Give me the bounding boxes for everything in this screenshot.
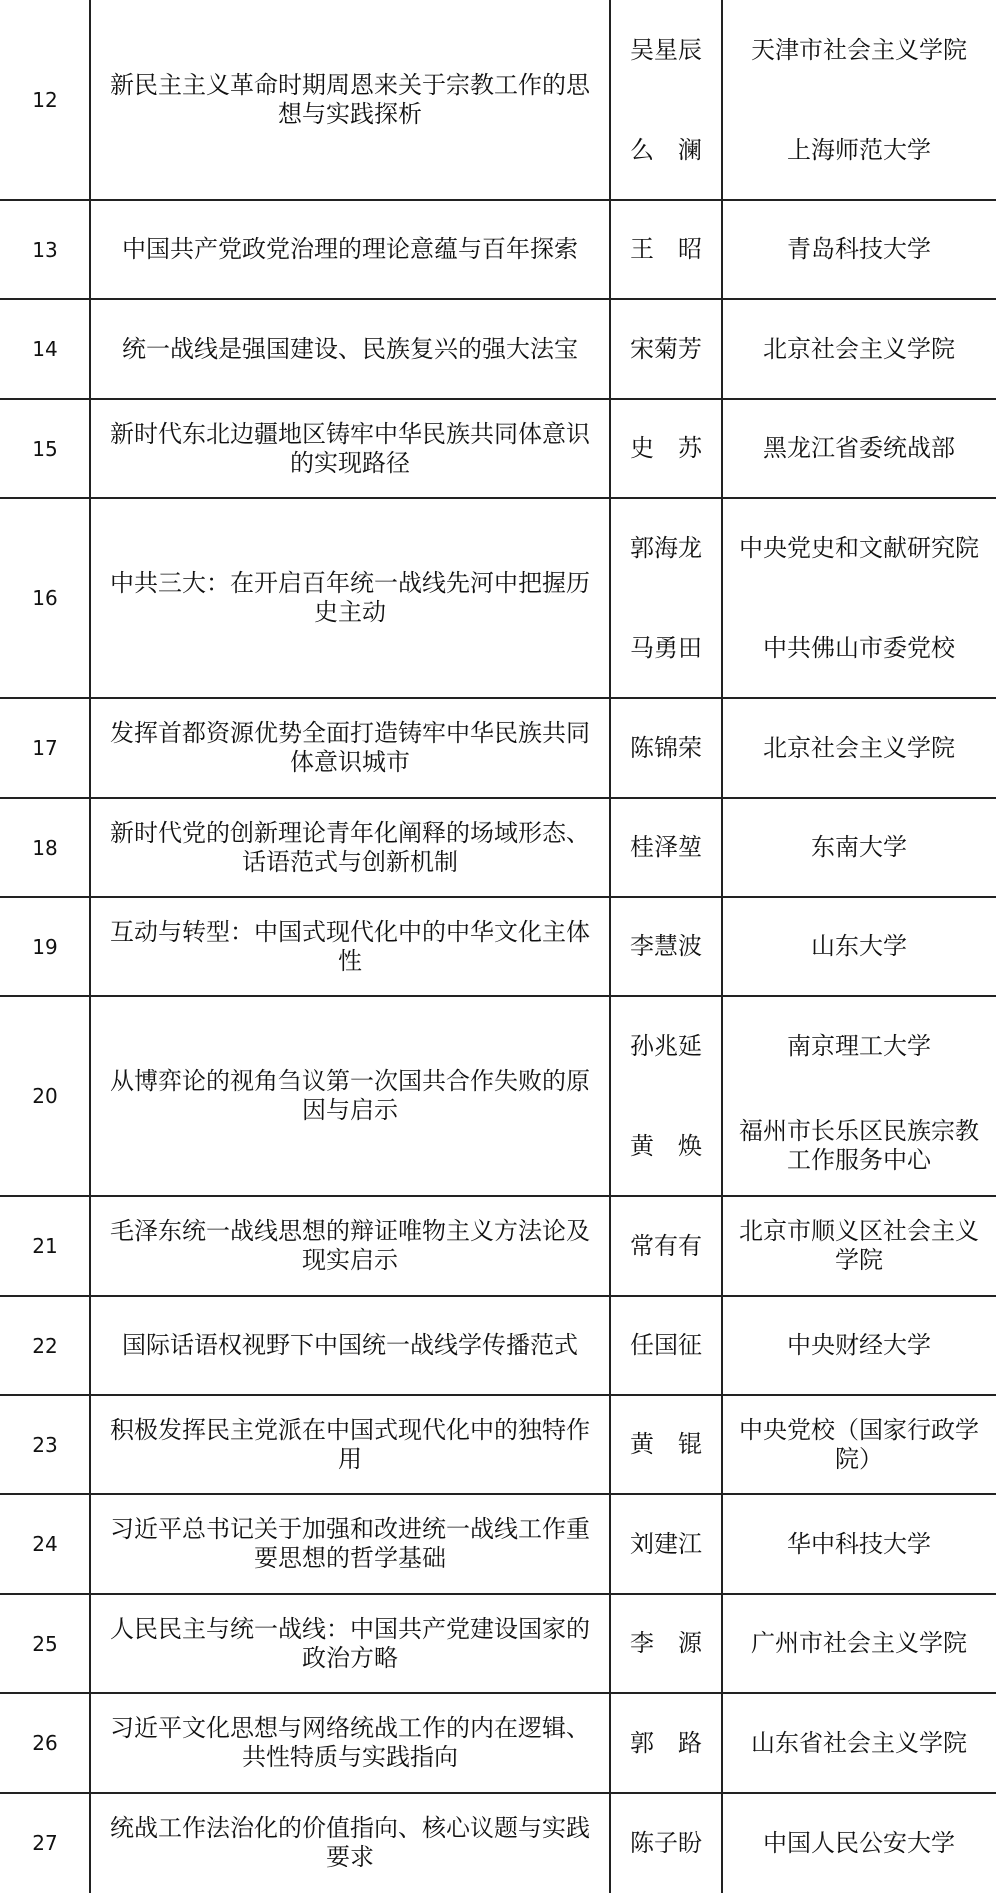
- row-number: 19: [32, 934, 58, 959]
- author-name: 史 苏: [630, 434, 702, 462]
- author-slot: [610, 897, 722, 996]
- organization-slot: [722, 1096, 996, 1196]
- row-number-cell: [0, 1693, 90, 1793]
- paper-title: 新时代党的创新理论青年化阐释的场域形态、话语范式与创新机制: [110, 818, 590, 876]
- organization-cell: [722, 1793, 996, 1893]
- author-cell: [610, 1395, 722, 1494]
- author-slot: [610, 498, 722, 598]
- author-cell: [610, 200, 722, 299]
- paper-title-cell: [90, 1196, 610, 1296]
- paper-title: 发挥首都资源优势全面打造铸牢中华民族共同体意识城市: [110, 719, 590, 776]
- row-number-cell: [0, 1793, 90, 1893]
- paper-title: 互动与转型：中国式现代化中的中华文化主体性: [110, 917, 590, 975]
- author-name: 宋菊芳: [630, 334, 702, 363]
- paper-title: 毛泽东统一战线思想的辩证唯物主义方法论及现实启示: [110, 1217, 590, 1274]
- organization-name: 中共佛山市委党校: [763, 633, 955, 662]
- organization-name: 广州市社会主义学院: [751, 1629, 967, 1657]
- organization-slot: [722, 1296, 996, 1395]
- paper-title-cell: [90, 498, 610, 698]
- author-cell: [610, 1494, 722, 1594]
- organization-name: 中央财经大学: [787, 1331, 931, 1359]
- organization-cell: [722, 698, 996, 798]
- paper-title-cell: [90, 698, 610, 798]
- author-name: 任国征: [630, 1331, 702, 1359]
- organization-cell: [722, 996, 996, 1196]
- paper-title-cell: [90, 1693, 610, 1793]
- row-number-cell: [0, 798, 90, 897]
- paper-title: 从博弈论的视角刍议第一次国共合作失败的原因与启示: [110, 1067, 590, 1124]
- row-number: 17: [32, 736, 58, 760]
- row-number: 26: [32, 1731, 58, 1755]
- organization-slot: [722, 0, 996, 100]
- row-number: 27: [32, 1831, 58, 1855]
- organization-slot: [722, 598, 996, 698]
- author-cell: [610, 1594, 722, 1693]
- paper-title-cell: [90, 200, 610, 299]
- organization-slot: [722, 100, 996, 200]
- organization-cell: [722, 1296, 996, 1395]
- paper-title: 习近平文化思想与网络统战工作的内在逻辑、共性特质与实践指向: [110, 1714, 590, 1771]
- organization-cell: [722, 200, 996, 299]
- row-number: 16: [32, 586, 58, 610]
- organization-cell: [722, 1594, 996, 1693]
- author-cell: [610, 996, 722, 1196]
- paper-title-cell: [90, 897, 610, 996]
- author-slot: [610, 299, 722, 399]
- author-slot: [610, 0, 722, 100]
- organization-name: 青岛科技大学: [787, 235, 931, 263]
- author-slot: [610, 1594, 722, 1693]
- author-slot: [610, 200, 722, 299]
- author-slot: [610, 1096, 722, 1196]
- organization-cell: [722, 299, 996, 399]
- author-cell: [610, 1793, 722, 1893]
- organization-cell: [722, 399, 996, 498]
- row-number-cell: [0, 996, 90, 1196]
- author-cell: [610, 299, 722, 399]
- author-name: 么 澜: [630, 135, 702, 164]
- paper-title: 国际话语权视野下中国统一战线学传播范式: [122, 1331, 578, 1359]
- author-slot: [610, 798, 722, 897]
- paper-title-cell: [90, 0, 610, 200]
- organization-slot: [722, 399, 996, 498]
- author-name: 桂泽堃: [630, 833, 702, 861]
- organization-name: 上海师范大学: [787, 135, 931, 164]
- author-name: 郭 路: [630, 1728, 702, 1757]
- paper-title: 人民民主与统一战线：中国共产党建设国家的政治方略: [110, 1614, 590, 1672]
- author-cell: [610, 399, 722, 498]
- organization-name: 北京社会主义学院: [763, 334, 955, 363]
- organization-name: 黑龙江省委统战部: [763, 434, 955, 462]
- paper-title-cell: [90, 399, 610, 498]
- author-name: 陈子盼: [630, 1828, 702, 1857]
- author-name: 马勇田: [630, 633, 702, 662]
- row-number: 21: [32, 1234, 58, 1258]
- organization-name: 北京市顺义区社会主义学院: [739, 1217, 979, 1274]
- author-name: 李慧波: [630, 932, 702, 960]
- row-number-cell: [0, 1296, 90, 1395]
- row-number-cell: [0, 1494, 90, 1594]
- row-number-cell: [0, 1395, 90, 1494]
- organization-name: 南京理工大学: [787, 1031, 931, 1060]
- organization-slot: [722, 498, 996, 598]
- author-name: 黄 焕: [630, 1131, 702, 1160]
- organization-slot: [722, 299, 996, 399]
- row-number-cell: [0, 698, 90, 798]
- row-number: 18: [32, 835, 58, 860]
- author-cell: [610, 897, 722, 996]
- paper-title-cell: [90, 1395, 610, 1494]
- organization-cell: [722, 1494, 996, 1594]
- paper-title-cell: [90, 299, 610, 399]
- organization-name: 中央党史和文献研究院: [739, 533, 979, 562]
- organization-slot: [722, 1196, 996, 1296]
- author-name: 常有有: [630, 1231, 702, 1260]
- row-number: 25: [32, 1631, 58, 1656]
- author-slot: [610, 1494, 722, 1594]
- organization-slot: [722, 1693, 996, 1793]
- row-number-cell: [0, 200, 90, 299]
- paper-title: 习近平总书记关于加强和改进统一战线工作重要思想的哲学基础: [110, 1515, 590, 1572]
- author-slot: [610, 1793, 722, 1893]
- row-number-cell: [0, 0, 90, 200]
- organization-slot: [722, 1793, 996, 1893]
- organization-cell: [722, 0, 996, 200]
- paper-title-cell: [90, 1594, 610, 1693]
- author-slot: [610, 598, 722, 698]
- row-number: 23: [32, 1432, 58, 1457]
- author-slot: [610, 1395, 722, 1494]
- paper-title: 统战工作法治化的价值指向、核心议题与实践要求: [110, 1814, 590, 1871]
- author-slot: [610, 698, 722, 798]
- organization-cell: [722, 1196, 996, 1296]
- author-name: 王 昭: [630, 235, 702, 263]
- organization-slot: [722, 698, 996, 798]
- row-number: 22: [32, 1333, 58, 1358]
- paper-title: 中国共产党政党治理的理论意蕴与百年探索: [122, 235, 578, 263]
- organization-slot: [722, 897, 996, 996]
- row-number-cell: [0, 897, 90, 996]
- row-number: 20: [32, 1084, 58, 1108]
- author-name: 陈锦荣: [630, 733, 702, 762]
- organization-name: 东南大学: [811, 833, 907, 861]
- organization-name: 福州市长乐区民族宗教工作服务中心: [739, 1117, 979, 1174]
- author-slot: [610, 1196, 722, 1296]
- author-cell: [610, 698, 722, 798]
- organization-name: 中国人民公安大学: [763, 1828, 955, 1857]
- organization-name: 山东省社会主义学院: [751, 1728, 967, 1757]
- row-number-cell: [0, 498, 90, 698]
- author-slot: [610, 100, 722, 200]
- row-number-cell: [0, 1196, 90, 1296]
- paper-title: 新民主主义革命时期周恩来关于宗教工作的思想与实践探析: [110, 71, 590, 128]
- organization-name: 中央党校（国家行政学院）: [739, 1415, 979, 1473]
- author-cell: [610, 1296, 722, 1395]
- paper-title: 中共三大：在开启百年统一战线先河中把握历史主动: [110, 569, 590, 626]
- author-name: 吴星辰: [630, 35, 702, 64]
- author-name: 李 源: [630, 1629, 702, 1657]
- organization-slot: [722, 200, 996, 299]
- paper-title-cell: [90, 1296, 610, 1395]
- author-slot: [610, 399, 722, 498]
- row-number-cell: [0, 1594, 90, 1693]
- row-number: 13: [32, 237, 58, 262]
- author-slot: [610, 1693, 722, 1793]
- organization-name: 北京社会主义学院: [763, 733, 955, 762]
- organization-cell: [722, 897, 996, 996]
- organization-slot: [722, 1594, 996, 1693]
- row-number: 15: [32, 436, 58, 461]
- paper-title: 统一战线是强国建设、民族复兴的强大法宝: [122, 334, 578, 363]
- row-number: 12: [32, 88, 58, 112]
- author-name: 刘建江: [630, 1529, 702, 1558]
- organization-cell: [722, 1693, 996, 1793]
- author-cell: [610, 498, 722, 698]
- paper-title: 积极发挥民主党派在中国式现代化中的独特作用: [110, 1415, 590, 1473]
- organization-name: 天津市社会主义学院: [751, 35, 967, 64]
- organization-slot: [722, 1494, 996, 1594]
- paper-title-cell: [90, 1494, 610, 1594]
- author-cell: [610, 0, 722, 200]
- author-cell: [610, 1693, 722, 1793]
- organization-name: 山东大学: [811, 932, 907, 960]
- author-name: 郭海龙: [630, 533, 702, 562]
- author-slot: [610, 996, 722, 1096]
- row-number: 14: [32, 337, 58, 361]
- organization-name: 华中科技大学: [787, 1529, 931, 1558]
- author-name: 黄 锟: [630, 1430, 702, 1458]
- organization-cell: [722, 1395, 996, 1494]
- paper-title: 新时代东北边疆地区铸牢中华民族共同体意识的实现路径: [110, 419, 590, 477]
- paper-title-cell: [90, 996, 610, 1196]
- row-number: 24: [32, 1532, 58, 1556]
- organization-slot: [722, 996, 996, 1096]
- organization-cell: [722, 498, 996, 698]
- author-cell: [610, 798, 722, 897]
- row-number-cell: [0, 399, 90, 498]
- organization-slot: [722, 798, 996, 897]
- organization-cell: [722, 798, 996, 897]
- paper-title-cell: [90, 1793, 610, 1893]
- author-cell: [610, 1196, 722, 1296]
- row-number-cell: [0, 299, 90, 399]
- author-name: 孙兆延: [630, 1031, 702, 1060]
- paper-title-cell: [90, 798, 610, 897]
- author-slot: [610, 1296, 722, 1395]
- organization-slot: [722, 1395, 996, 1494]
